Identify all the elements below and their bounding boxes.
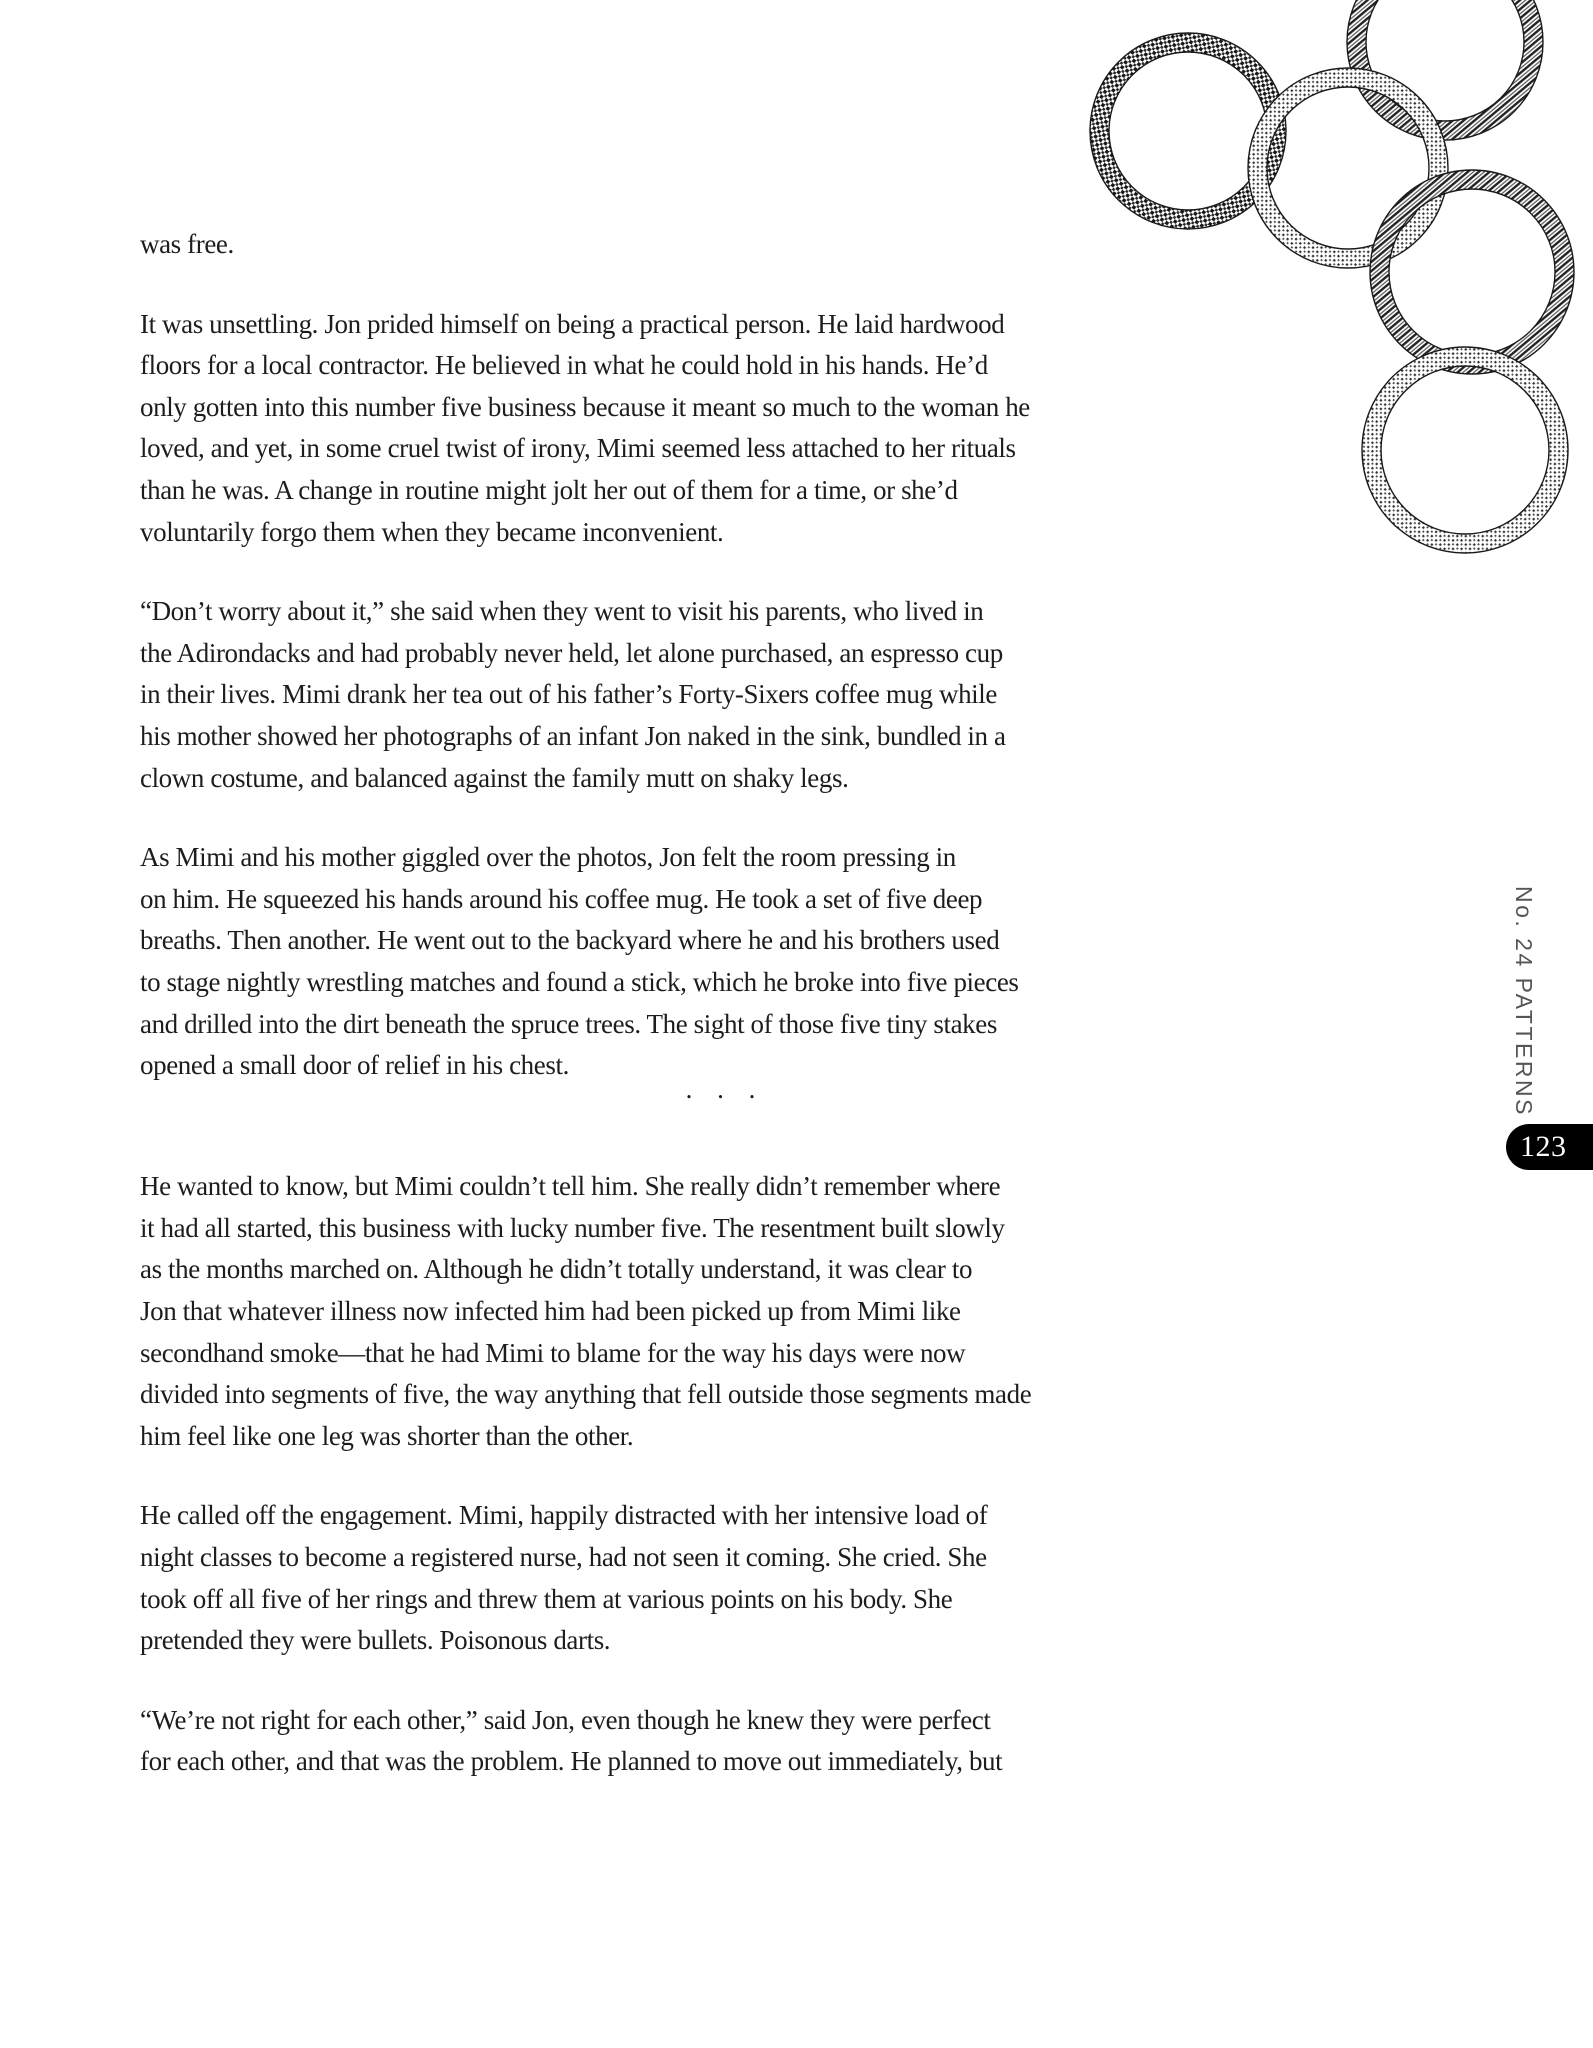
chapter-sidebar-label: No. 24 PATTERNS	[1511, 886, 1537, 1117]
text-line: in their lives. Mimi drank her tea out of his father’s Forty-Sixers coffee mug while	[140, 679, 997, 710]
text-line: for each other, and that was the problem. He planned to move out immediately, but	[140, 1746, 1003, 1777]
text-line: it had all started, this business with lucky number five. The resentment built slowly	[140, 1212, 1005, 1243]
paragraph	[140, 1166, 1060, 1457]
interlocking-rings-illustration	[1050, 0, 1593, 560]
text-line: breaths. Then another. He went out to the backyard where he and his brothers used	[140, 925, 1000, 956]
page-number: 123	[1520, 1130, 1567, 1163]
text-line: was free.	[140, 229, 234, 259]
paragraph	[140, 591, 1060, 799]
text-line: divided into segments of five, the way anything that fell outside those segments made	[140, 1379, 1032, 1410]
text-line: on him. He squeezed his hands around his coffee mug. He took a set of five deep	[140, 883, 983, 914]
text-line: secondhand smoke—that he had Mimi to blame for the way his days were now	[140, 1337, 966, 1368]
story-text	[140, 224, 1060, 1821]
text-line: only gotten into this number five business because it meant so much to the woman he	[140, 391, 1030, 422]
page-number-badge	[1506, 1124, 1593, 1170]
ring	[1370, 170, 1574, 374]
text-line: voluntarily forgo them when they became inconvenient.	[140, 516, 724, 547]
text-line: pretended they were bullets. Poisonous darts.	[140, 1625, 611, 1656]
text-line: “We’re not right for each other,” said Jon, even though he knew they were perfect	[140, 1704, 991, 1735]
text-line: “Don’t worry about it,” she said when they went to visit his parents, who lived in	[140, 596, 984, 627]
text-line: opened a small door of relief in his chest.	[140, 1050, 569, 1081]
text-line: his mother showed her photographs of an infant Jon naked in the sink, bundled in a	[140, 720, 1006, 751]
paragraph	[140, 224, 1060, 266]
ring	[1362, 347, 1568, 553]
text-line: and drilled into the dirt beneath the spruce trees. The sight of those five tiny stakes	[140, 1008, 997, 1039]
ring	[1347, 0, 1543, 140]
text-line: than he was. A change in routine might jolt her out of them for a time, or she’d	[140, 474, 958, 505]
text-line: As Mimi and his mother giggled over the photos, Jon felt the room pressing in	[140, 842, 956, 873]
text-line: He called off the engagement. Mimi, happily distracted with her intensive load of	[140, 1500, 988, 1531]
text-line: him feel like one leg was shorter than the other.	[140, 1420, 634, 1451]
text-line: to stage nightly wrestling matches and found a stick, which he broke into five pieces	[140, 966, 1019, 997]
paragraph	[140, 304, 1060, 554]
text-line: floors for a local contractor. He believed in what he could hold in his hands. He’d	[140, 350, 988, 381]
text-line: clown costume, and balanced against the family mutt on shaky legs.	[140, 762, 849, 793]
paragraph	[140, 1700, 1060, 1783]
text-line: loved, and yet, in some cruel twist of irony, Mimi seemed less attached to her rituals	[140, 433, 1016, 464]
paragraph	[140, 1495, 1060, 1661]
section-break-divider: . . .	[685, 1073, 765, 1104]
text-line: as the months marched on. Although he didn’t totally understand, it was clear to	[140, 1254, 973, 1285]
text-line: He wanted to know, but Mimi couldn’t tell him. She really didn’t remember where	[140, 1171, 1001, 1202]
paragraph	[140, 837, 1060, 1087]
text-line: night classes to become a registered nurse, had not seen it coming. She cried. She	[140, 1542, 987, 1573]
text-line: took off all five of her rings and threw them at various points on his body. She	[140, 1583, 953, 1614]
text-line: the Adirondacks and had probably never held, let alone purchased, an espresso cup	[140, 637, 1003, 668]
text-line: It was unsettling. Jon prided himself on being a practical person. He laid hardwood	[140, 308, 1005, 339]
text-line: Jon that whatever illness now infected him had been picked up from Mimi like	[140, 1296, 961, 1327]
